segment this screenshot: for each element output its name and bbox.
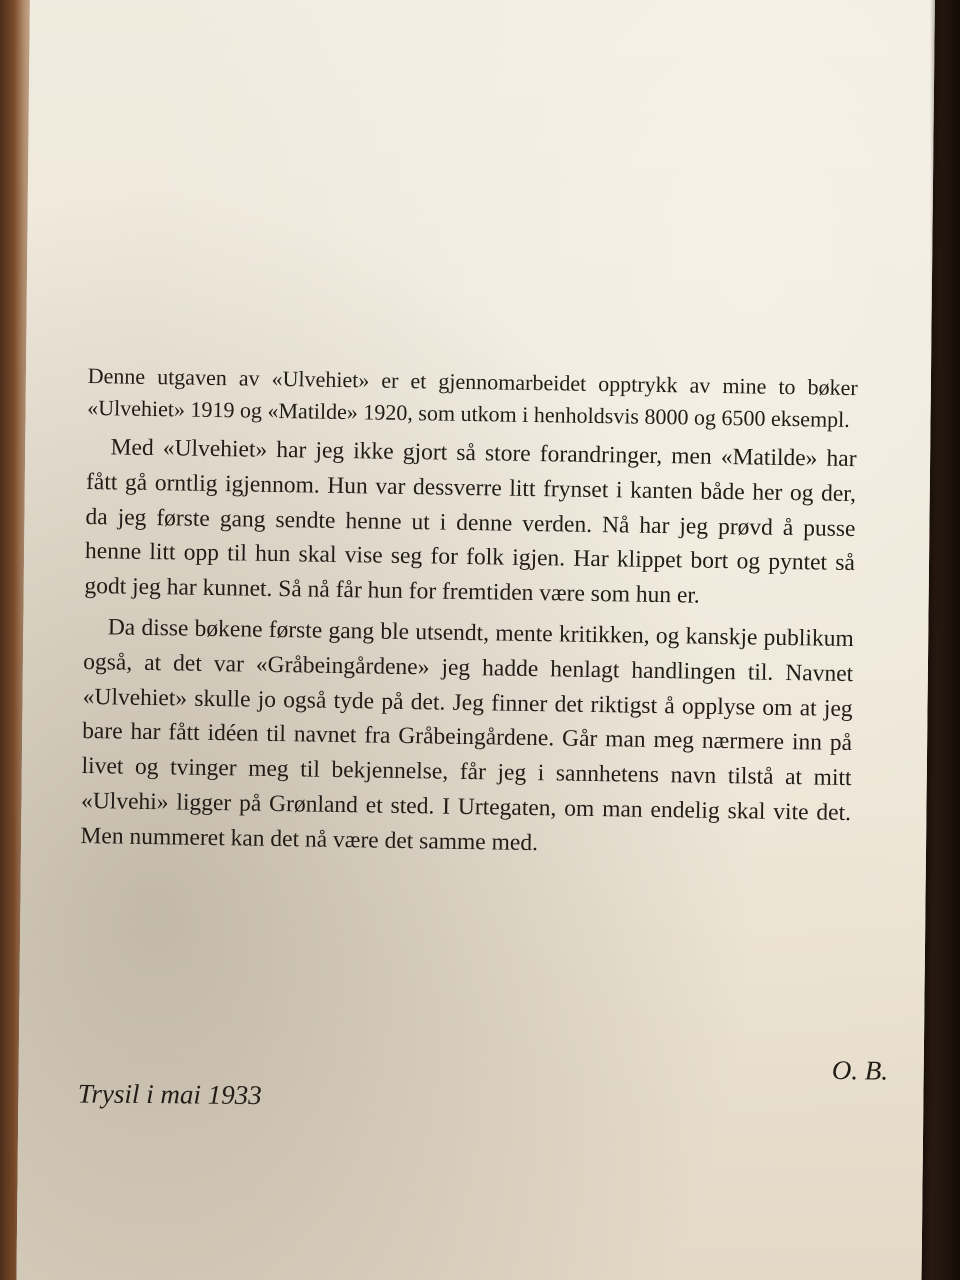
paragraph-3: Da disse bøkene første gang ble utsendt, mente kritikken, og kanskje publikum også, at det var «Gråbeingårdene» jeg hadde henlagt handlingen til. Navnet «Ulvehiet» skulle jo også tyde på det. Jeg finner det riktigst å opplyse om at jeg bare har fått idéen til navnet fra Gråbeingårdene. Går man meg nærmere inn på livet og tvinger meg til bekjennelse, får jeg i sannhetens navn tilstå at mitt «Ulvehi» ligger på Grønland et sted. I Urtegaten, om man endelig skal vite det. Men nummeret kan det nå være det samme med. [80, 614, 854, 856]
place-date: Trysil i mai 1933 [77, 1078, 262, 1111]
author-initials: O. B. [831, 1055, 889, 1086]
background-shadow [930, 0, 960, 1280]
paragraph-2: Med «Ulvehiet» har jeg ikke gjort så store forandringer, men «Matilde» har fått gå orntlig igjennom. Hun var dessverre litt frynset i kanten både her og der, da jeg første gang sendte henne ut i denne verden. Nå har jeg prøvd å pusse henne litt opp til hun skal vise seg for folk igjen. Har klippet bort og pyntet så godt jeg har kunnet. Så nå får hun for fremtiden være som hun er. [84, 434, 857, 609]
preface-text [80, 360, 858, 866]
paragraph-1: Denne utgaven av «Ulvehiet» er et gjennomarbeidet opptrykk av mine to bøker «Ulvehiet» 1919 og «Matilde» 1920, som utkom i henholdsvis 8000 og 6500 eksempl. [87, 362, 858, 432]
